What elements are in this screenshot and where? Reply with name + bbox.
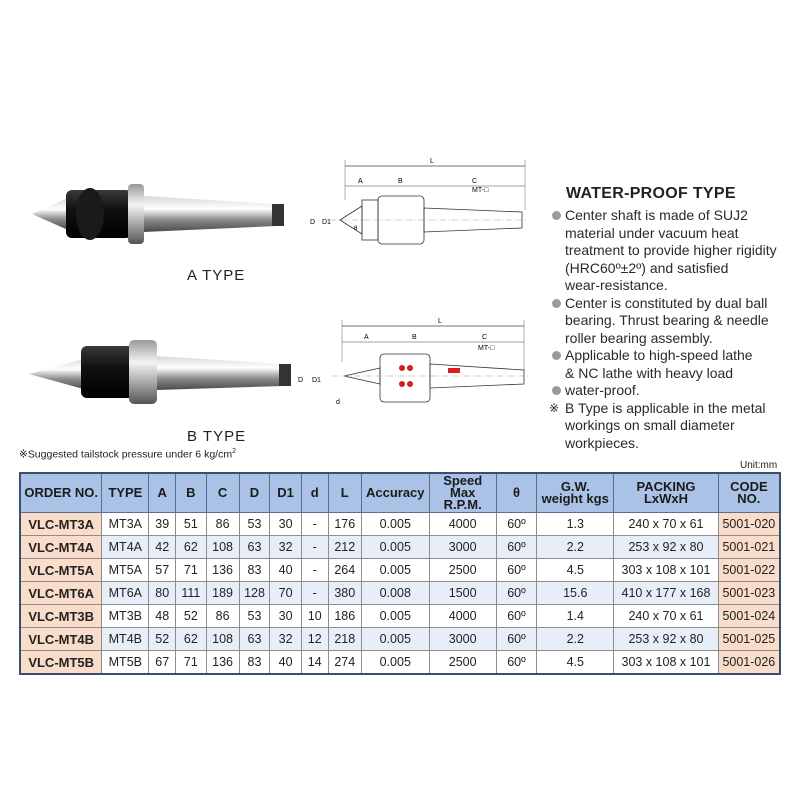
table-cell: MT3A [102,513,149,536]
table-cell: 60º [496,628,537,651]
table-cell: 128 [239,582,270,605]
code-number-cell: 5001-026 [718,651,780,675]
column-header: B [176,473,206,513]
order-number-cell: VLC-MT6A [20,582,102,605]
column-header: G.W. weight kgs [537,473,614,513]
table-cell: 40 [270,559,301,582]
table-cell: 253 x 92 x 80 [614,536,718,559]
code-number-cell: 5001-021 [718,536,780,559]
table-cell: 57 [149,559,176,582]
table-cell: 2500 [429,559,496,582]
table-cell: 264 [328,559,361,582]
table-cell: 240 x 70 x 61 [614,605,718,628]
table-row [20,536,780,559]
feature-heading: WATER-PROOF TYPE [566,185,736,202]
table-cell: 14 [301,651,328,675]
table-cell: 2.2 [537,628,614,651]
table-row [20,651,780,675]
b-type-dimension-drawing [292,312,542,424]
table-header-row [20,473,780,513]
table-cell: 12 [301,628,328,651]
bullet-dot-icon [552,386,561,395]
feature-bullet-list [549,207,797,452]
feature-bullet-line: workings on small diameter [565,417,735,433]
b-type-label: B TYPE [187,428,247,445]
table-cell: 86 [206,605,239,628]
table-cell: 63 [239,628,270,651]
table-cell: 40 [270,651,301,675]
column-header: PACKING LxWxH [614,473,718,513]
table-cell: 108 [206,628,239,651]
table-cell: 53 [239,605,270,628]
table-cell: 3000 [429,628,496,651]
bullet-dot-icon [552,211,561,220]
table-cell: 240 x 70 x 61 [614,513,718,536]
table-cell: 176 [328,513,361,536]
table-row [20,628,780,651]
dim-d-b: d [336,399,340,406]
column-header: CODE NO. [718,473,780,513]
table-cell: 410 x 177 x 168 [614,582,718,605]
table-cell: 32 [270,536,301,559]
table-cell: 83 [239,559,270,582]
table-row [20,559,780,582]
dim-A-b: A [364,334,369,341]
table-cell: 3000 [429,536,496,559]
column-header: d [301,473,328,513]
table-cell: 0.005 [361,559,429,582]
feature-bullet-line: material under vacuum heat [565,224,739,241]
reference-mark-icon: ※ [549,400,560,415]
code-number-cell: 5001-023 [718,582,780,605]
table-cell: 253 x 92 x 80 [614,628,718,651]
table-cell: 52 [149,628,176,651]
table-cell: 2.2 [537,536,614,559]
table-row [20,605,780,628]
order-number-cell: VLC-MT3A [20,513,102,536]
table-cell: 186 [328,605,361,628]
code-number-cell: 5001-025 [718,628,780,651]
table-cell: 80 [149,582,176,605]
dim-B: B [398,178,403,185]
table-cell: 71 [176,651,206,675]
table-cell: 218 [328,628,361,651]
table-cell: 4000 [429,513,496,536]
note-text: ※Suggested tailstock pressure under 6 kg/cm [19,448,233,461]
a-type-live-center-image [28,170,298,260]
table-cell: 4000 [429,605,496,628]
table-cell: 30 [270,605,301,628]
feature-bullet [552,382,797,400]
table-cell: 39 [149,513,176,536]
table-body [20,513,780,675]
feature-bullet-line: workpieces. [565,434,639,451]
b-type-live-center-image [25,328,295,418]
column-header: D [239,473,270,513]
table-cell: 15.6 [537,582,614,605]
table-cell: 0.005 [361,536,429,559]
table-cell: 1.3 [537,513,614,536]
table-cell: - [301,582,328,605]
feature-bullet [552,295,797,348]
table-cell: 380 [328,582,361,605]
table-cell: 48 [149,605,176,628]
table-cell: - [301,536,328,559]
table-row [20,513,780,536]
table-cell: 189 [206,582,239,605]
table-cell: 62 [176,628,206,651]
tailstock-pressure-note [19,448,236,461]
table-cell: - [301,559,328,582]
dim-D1: D1 [322,219,331,226]
table-cell: - [301,513,328,536]
table-cell: 86 [206,513,239,536]
feature-bullet-line: Center is constituted by dual ball [565,294,768,311]
note-superscript: 2 [232,448,236,455]
feature-bullet-line: roller bearing assembly. [565,329,713,346]
table-cell: 0.005 [361,605,429,628]
dim-A: A [358,178,363,185]
table-cell: 111 [176,582,206,605]
column-header: Speed Max R.P.M. [429,473,496,513]
table-cell: 2500 [429,651,496,675]
order-number-cell: VLC-MT4B [20,628,102,651]
feature-bullet [549,399,797,453]
dim-B-b: B [412,334,417,341]
dim-L-b: L [438,318,442,325]
table-cell: 63 [239,536,270,559]
column-header: C [206,473,239,513]
table-cell: 62 [176,536,206,559]
a-type-label: A TYPE [187,267,246,284]
dim-D1-b: D1 [312,377,321,384]
code-number-cell: 5001-020 [718,513,780,536]
table-cell: 1500 [429,582,496,605]
feature-bullet-line: water-proof. [565,382,640,398]
dim-MT-b: MT-□ [478,345,495,352]
feature-bullet-line: B Type is applicable in the metal [565,399,766,416]
table-cell: 32 [270,628,301,651]
column-header: D1 [270,473,301,513]
table-cell: 0.008 [361,582,429,605]
table-cell: 303 x 108 x 101 [614,651,718,675]
order-number-cell: VLC-MT3B [20,605,102,628]
table-cell: 83 [239,651,270,675]
feature-bullet-line: bearing. Thrust bearing & needle [565,312,769,328]
table-cell: 212 [328,536,361,559]
feature-bullet-line: wear-resistance. [565,277,668,293]
table-cell: 67 [149,651,176,675]
table-cell: 4.5 [537,559,614,582]
feature-bullet-line: Applicable to high-speed lathe [565,347,753,363]
bullet-dot-icon [552,351,561,360]
dim-D: D [310,219,316,226]
table-cell: MT4A [102,536,149,559]
table-cell: 136 [206,651,239,675]
table-cell: MT4B [102,628,149,651]
order-number-cell: VLC-MT5A [20,559,102,582]
table-cell: 70 [270,582,301,605]
unit-label: Unit:mm [740,460,778,471]
order-number-cell: VLC-MT4A [20,536,102,559]
dim-MT: MT-□ [472,187,489,194]
column-header: A [149,473,176,513]
dim-C-b: C [482,334,488,341]
code-number-cell: 5001-022 [718,559,780,582]
feature-bullet-line: Center shaft is made of SUJ2 [565,207,748,223]
a-type-dimension-drawing [300,150,540,260]
specification-table [19,472,781,675]
table-cell: 60º [496,651,537,675]
table-cell: 274 [328,651,361,675]
table-cell: MT3B [102,605,149,628]
table-cell: 30 [270,513,301,536]
table-cell: 4.5 [537,651,614,675]
column-header: L [328,473,361,513]
dim-D-b: D [298,377,304,384]
table-cell: MT5B [102,651,149,675]
table-cell: 136 [206,559,239,582]
table-cell: 1.4 [537,605,614,628]
feature-bullet-line: treatment to provide higher rigidity [565,242,777,258]
feature-bullet-line: & NC lathe with heavy load [565,364,734,381]
table-cell: 53 [239,513,270,536]
column-header: θ [496,473,537,513]
svg-text:θ: θ [354,226,358,232]
table-cell: 108 [206,536,239,559]
table-cell: 60º [496,513,537,536]
table-cell: 51 [176,513,206,536]
table-cell: MT6A [102,582,149,605]
table-cell: 0.005 [361,513,429,536]
table-row [20,582,780,605]
table-cell: MT5A [102,559,149,582]
table-cell: 42 [149,536,176,559]
column-header: Accuracy [361,473,429,513]
feature-bullet [552,207,797,295]
code-number-cell: 5001-024 [718,605,780,628]
bullet-dot-icon [552,299,561,308]
table-cell: 52 [176,605,206,628]
table-cell: 0.005 [361,651,429,675]
order-number-cell: VLC-MT5B [20,651,102,675]
table-cell: 71 [176,559,206,582]
table-cell: 60º [496,559,537,582]
table-cell: 0.005 [361,628,429,651]
feature-bullet [552,347,797,382]
dim-C: C [472,178,478,185]
feature-bullet-line: (HRC60º±2º) and satisfied [565,259,729,276]
table-cell: 303 x 108 x 101 [614,559,718,582]
column-header: ORDER NO. [20,473,102,513]
dim-L: L [430,158,434,165]
table-cell: 10 [301,605,328,628]
table-cell: 60º [496,605,537,628]
column-header: TYPE [102,473,149,513]
table-cell: 60º [496,536,537,559]
table-cell: 60º [496,582,537,605]
